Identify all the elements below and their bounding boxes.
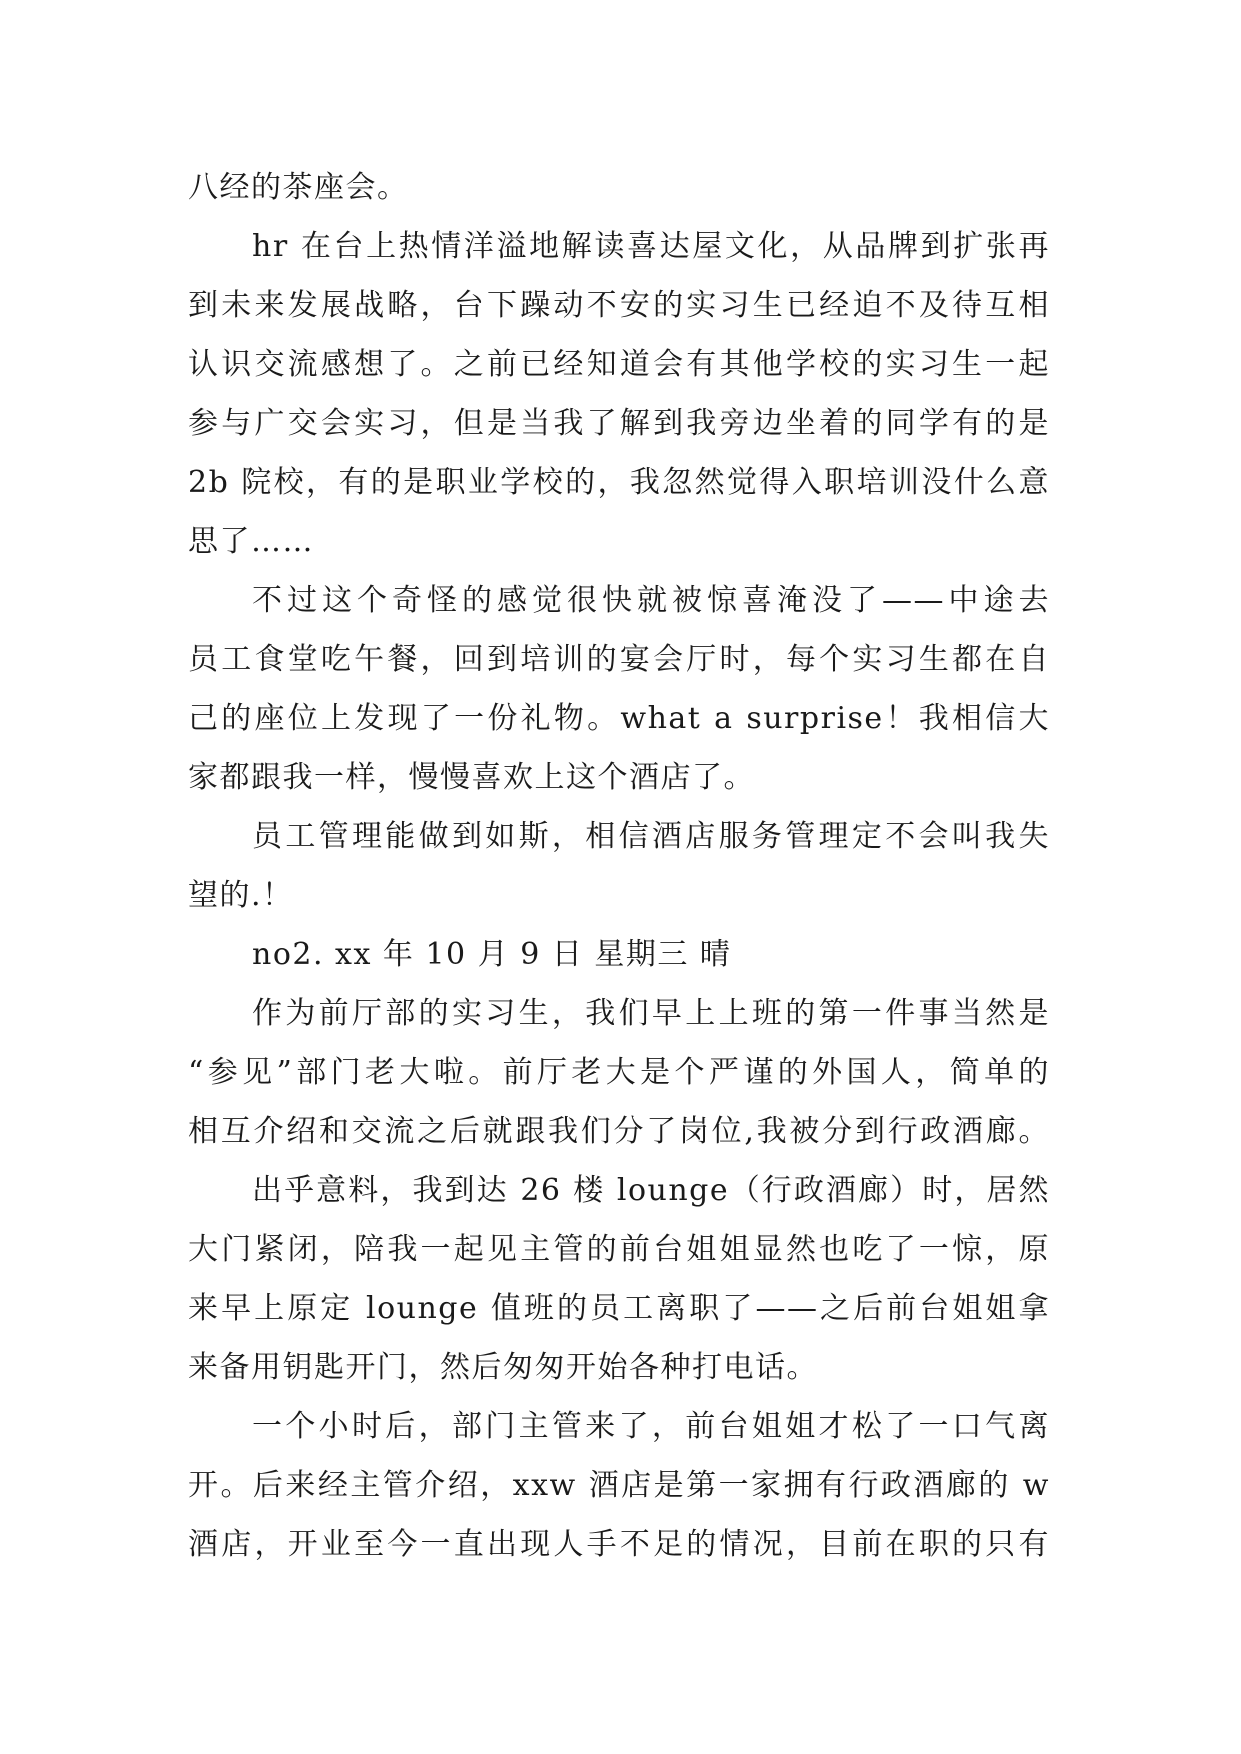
- paragraph-first-line: 一个小时后，部门主管来了，前台姐姐才松了一口气离: [252, 1409, 1050, 1444]
- text-line: 大门紧闭，陪我一起见主管的前台姐姐显然也吃了一惊，原: [188, 1232, 1050, 1267]
- text-line: 相互介绍和交流之后就跟我们分了岗位,我被分到行政酒廊。: [188, 1114, 1050, 1149]
- paragraph-first-line: hr 在台上热情洋溢地解读喜达屋文化，从品牌到扩张再: [252, 229, 1050, 264]
- paragraph-first-line: 出乎意料，我到达 26 楼 lounge（行政酒廊）时，居然: [252, 1173, 1050, 1208]
- text-line: 思了……: [188, 524, 314, 559]
- paragraph-first-line: 员工管理能做到如斯，相信酒店服务管理定不会叫我失: [252, 819, 1050, 854]
- text-line: 到未来发展战略，台下躁动不安的实习生已经迫不及待互相: [188, 288, 1050, 323]
- text-line: 员工食堂吃午餐，回到培训的宴会厅时，每个实习生都在自: [188, 642, 1050, 677]
- document-page: [188, 158, 1050, 1574]
- text-line: 2b 院校，有的是职业学校的，我忽然觉得入职培训没什么意: [188, 465, 1050, 500]
- text-line: 八经的茶座会。: [188, 170, 409, 205]
- text-line: 参与广交会实习，但是当我了解到我旁边坐着的同学有的是: [188, 406, 1050, 441]
- text-line: 开。后来经主管介绍，xxw 酒店是第一家拥有行政酒廊的 w: [188, 1468, 1050, 1503]
- text-line: 望的.！: [188, 878, 294, 913]
- text-line: 来早上原定 lounge 值班的员工离职了——之后前台姐姐拿: [188, 1291, 1050, 1326]
- text-line: 家都跟我一样，慢慢喜欢上这个酒店了。: [188, 760, 755, 795]
- text-line: “参见”部门老大啦。前厅老大是个严谨的外国人，简单的: [188, 1055, 1050, 1090]
- text-line: 来备用钥匙开门，然后匆匆开始各种打电话。: [188, 1350, 818, 1385]
- diary-date-heading: no2. xx 年 10 月 9 日 星期三 晴: [252, 937, 732, 972]
- text-line: 己的座位上发现了一份礼物。what a surprise！我相信大: [188, 701, 1050, 736]
- text-line: 酒店，开业至今一直出现人手不足的情况，目前在职的只有: [188, 1527, 1050, 1562]
- paragraph-first-line: 不过这个奇怪的感觉很快就被惊喜淹没了——中途去: [252, 583, 1050, 618]
- text-line: 认识交流感想了。之前已经知道会有其他学校的实习生一起: [188, 347, 1050, 382]
- paragraph-first-line: 作为前厅部的实习生，我们早上上班的第一件事当然是: [252, 996, 1050, 1031]
